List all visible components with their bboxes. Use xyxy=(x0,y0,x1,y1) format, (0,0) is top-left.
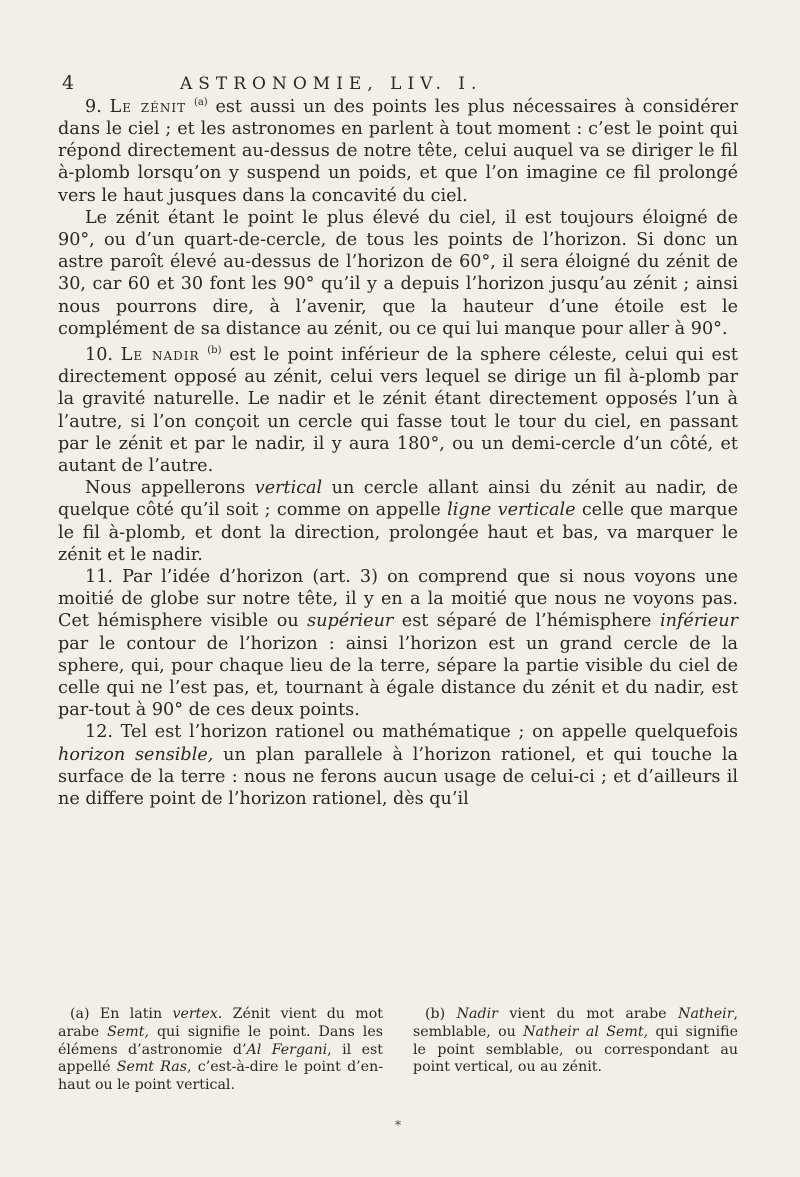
paragraph-vertical: Nous appellerons vertical un cercle allant ainsi du zénit au nadir, de quelque côté qu’il soit ; comme on appelle ligne verticale celle que marque le fil à-plomb, et dont la direction, prolongée haut et bas, va marquer le zénit et le nadir. xyxy=(58,478,738,565)
footnotes xyxy=(58,1006,738,1095)
footnote-b: (b) Nadir vient du mot arabe Natheir, semblable, ou Natheir al Semt, qui signifie le point semblable, ou correspondant au point vertical, ou au zénit. xyxy=(413,1006,738,1076)
term-nadir: Le nadir xyxy=(120,344,200,365)
footnote-ref-b: (b) xyxy=(207,345,222,357)
page-number: 4 xyxy=(62,72,75,94)
term-zenit: Le zénit xyxy=(109,96,187,117)
running-header xyxy=(62,72,722,94)
paragraph-12: 12. Tel est l’horizon rationel ou mathématique ; on appelle quelquefois horizon sensible, un plan parallele à l’horizon rationel, et qui touche la surface de la terre : nous ne ferons aucun usage de celui-ci ; et d’ailleurs il ne differe point de l’horizon rationel, dès qu’il xyxy=(58,722,738,810)
paragraph-11: 11. Par l’idée d’horizon (art. 3) on comprend que si nous voyons une moitié de globe sur notre tête, il y en a la moitié que nous ne voyons pas. Cet hémisphere visible ou supérieur est séparé de l’hémisphere inférieur par le contour de l’horizon : ainsi l’horizon est un grand cercle de la sphere, qui, pour chaque lieu de la terre, sépare la partie visible du ciel de celle qui ne l’est pas, et, tournant à égale distance du zénit et du nadir, est par-tout à 90° de ces deux points. xyxy=(58,566,739,721)
footnote-a: (a) En latin vertex. Zénit vient du mot arabe Semt, qui signifie le point. Dans les élémens d’astronomie d’Al Fergani, il est appellé Semt Ras, c’est-à-dire le point d’en-haut ou le point vertical. xyxy=(58,1006,383,1094)
paragraph-10: 10. Le nadir $^{(b)}$ est le point inférieur de la sphere céleste, celui qui est directement opposé au zénit, celui vers lequel se dirige un fil à-plomb par la gravité naturelle. Le nadir et le zénit étant directement opposés l’un à l’autre, si l’on conçoit un cercle qui fasse tout le tour du ciel, en passant par le zénit et par le nadir, il y aura 180°, ou un demi-cercle d’un côté, et autant de l’autre. xyxy=(58,344,738,476)
printer-mark: * xyxy=(395,1118,401,1132)
footnote-ref-a: (a) xyxy=(193,97,208,108)
paragraph-zenit-distance: Le zénit étant le point le plus élevé du ciel, il est toujours éloigné de 90°, ou d’un quart-de-cercle, de tous les points de l’horizon. Si donc un astre paroît élevé au-dessus de l’horizon de 60°, il sera éloigné du zénit de 30, car 60 et 30 font les 90° qu’il y a depuis l’horizon jusqu’au zénit ; ainsi nous pourrons dire, à l’avenir, que la hauteur d’une étoile est le complément de sa distance au zénit, ou ce qui lui manque pour aller à 90°. xyxy=(58,207,738,339)
paragraph-9: 9. Le zénit $^{(a)}$ est aussi un des points les plus nécessaires à considérer dans le ciel ; et les astronomes en parlent à tout moment : c’est le point qui répond directement au-dessus de notre tête, celui auquel va se diriger le fil à-plomb lorsqu’on y suspend un poids, et que l’on imagine ce fil prolongé vers le haut jusques dans la concavité du ciel. xyxy=(58,96,738,206)
main-text xyxy=(58,92,738,810)
running-title: ASTRONOMIE, LIV. I. xyxy=(180,74,483,94)
